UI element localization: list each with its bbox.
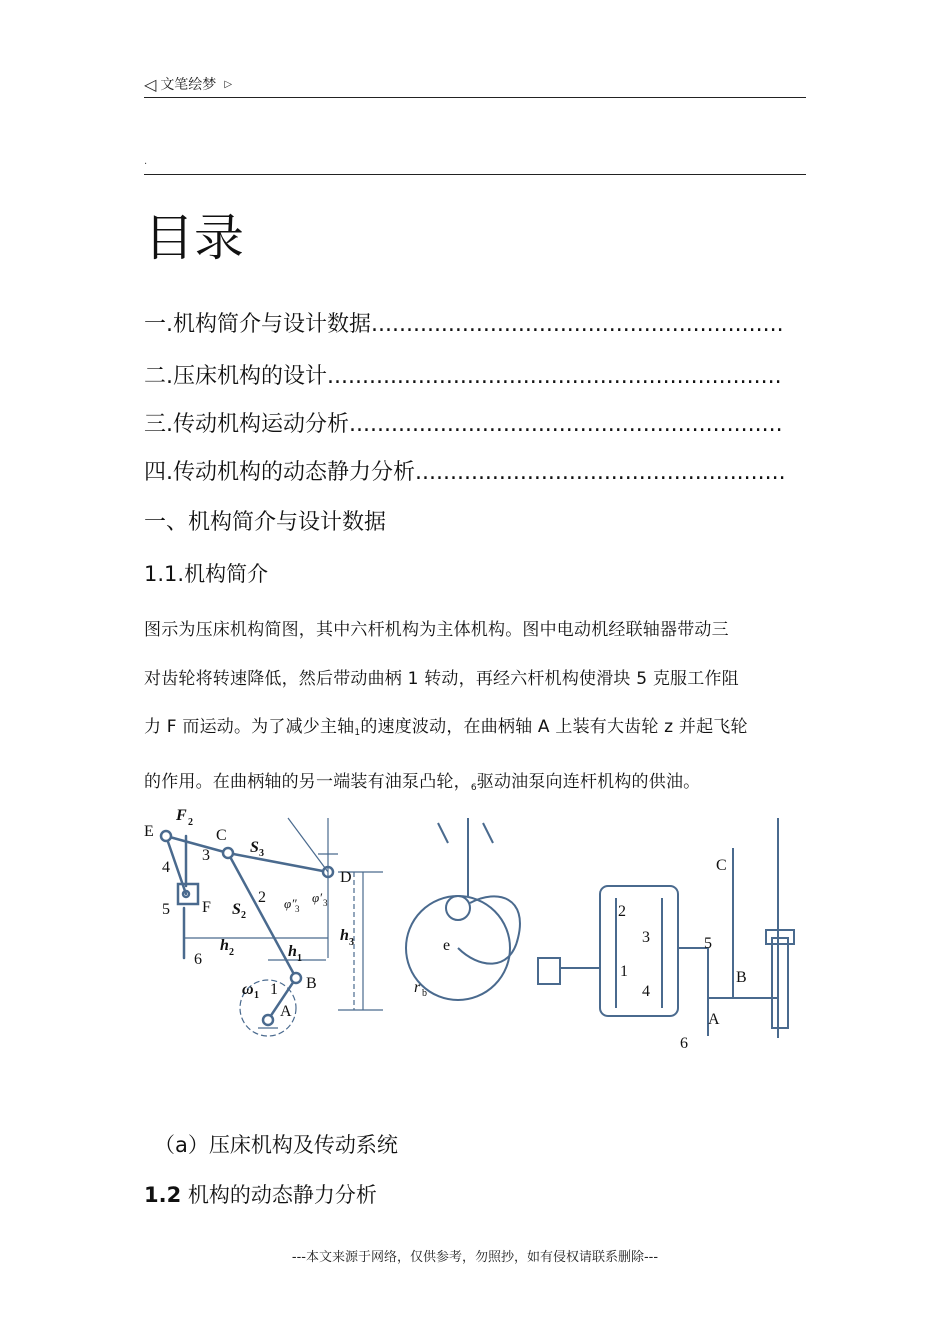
- label-h1-sub: 1: [297, 953, 302, 964]
- header-rule: [144, 97, 806, 98]
- section-heading-1: 一、机构简介与设计数据: [144, 510, 387, 535]
- figure-caption: （a）压床机构及传动系统: [154, 1133, 398, 1157]
- toc-entry-4[interactable]: [144, 458, 786, 488]
- label-S2: S: [232, 901, 241, 918]
- header-text: 文笔绘梦: [160, 77, 217, 93]
- section-heading-1-1: 1.1.机构简介: [144, 562, 269, 586]
- label-gear-4: 4: [642, 983, 650, 1000]
- paragraph-line-4: 的作用。在曲柄轴的另一端装有油泵凸轮，$_6$驱动油泵向连杆机构的供油。: [144, 771, 701, 793]
- label-h1: h: [288, 943, 297, 960]
- label-phi3pp: φ″: [284, 896, 297, 911]
- toc-entry-label: 二.压床机构的设计: [144, 364, 327, 389]
- label-6: 6: [194, 951, 202, 968]
- label-B: B: [306, 975, 317, 992]
- label-e: e: [443, 937, 451, 954]
- subscript: 1: [354, 728, 361, 738]
- toc-entry-3[interactable]: [144, 410, 783, 440]
- left-triangle-icon: ◁: [144, 74, 157, 94]
- label-rb: r: [414, 979, 421, 996]
- toc-entry-1[interactable]: [144, 310, 784, 340]
- label-gear-A: A: [708, 1011, 720, 1028]
- label-h3: h: [340, 927, 349, 944]
- label-h2-sub: 2: [229, 947, 234, 958]
- label-gear-C: C: [716, 857, 727, 874]
- label-S3: S: [250, 839, 259, 856]
- title-rule: [144, 174, 806, 175]
- paragraph-line-2: 对齿轮将转速降低，然后带动曲柄 1 转动，再经六杆机构使滑块 5 克服工作阻: [144, 668, 739, 689]
- label-h2: h: [220, 937, 229, 954]
- label-omega1-sub: 1: [254, 990, 259, 1001]
- dot-marker: .: [144, 156, 148, 167]
- toc-entry-leader: .....................................................: [415, 460, 786, 485]
- label-4: 4: [162, 859, 170, 876]
- label-gear-3: 3: [642, 929, 650, 946]
- label-gear-2: 2: [618, 903, 626, 920]
- label-gear-5: 5: [704, 935, 712, 952]
- label-h3-sub: 3: [349, 937, 354, 948]
- toc-entry-label: 三.传动机构运动分析: [144, 412, 349, 437]
- label-gear-B: B: [736, 969, 747, 986]
- label-gear-6: 6: [680, 1035, 688, 1052]
- toc-entry-label: 四.传动机构的动态静力分析: [144, 460, 415, 485]
- page-title: 目录: [144, 209, 244, 267]
- label-rb-sub: b: [422, 988, 427, 999]
- label-F: F: [202, 899, 211, 916]
- label-D: D: [340, 869, 352, 886]
- right-triangle-icon: ▷: [224, 78, 233, 90]
- label-gear-1: 1: [620, 963, 628, 980]
- toc-entry-2[interactable]: [144, 362, 782, 392]
- label-F2: F: [176, 807, 187, 824]
- label-phi3pp-sub: 3: [295, 904, 300, 914]
- toc-entry-label: 一.机构简介与设计数据: [144, 312, 371, 337]
- label-C: C: [216, 827, 227, 844]
- section-title: 机构的动态静力分析: [181, 1183, 377, 1207]
- label-1: 1: [270, 981, 278, 998]
- intro-paragraph: [144, 606, 812, 812]
- label-A: A: [280, 1003, 292, 1020]
- gearbox: [538, 818, 794, 1038]
- label-S3-sub: 3: [259, 848, 264, 859]
- section-heading-1-2: [144, 1180, 377, 1210]
- subscript: 6: [470, 782, 477, 793]
- page-header: [144, 74, 232, 94]
- label-E: E: [144, 823, 154, 840]
- section-number: 1.2: [144, 1183, 182, 1207]
- label-2: 2: [258, 889, 266, 906]
- toc-entry-leader: ..............................................................: [349, 412, 783, 437]
- paragraph-line-1: 图示为压床机构简图，其中六杆机构为主体机构。图中电动机经联轴器带动三: [144, 620, 729, 640]
- toc-entry-leader: ...........................................................: [371, 312, 784, 337]
- label-5: 5: [162, 901, 170, 918]
- press-mechanism-figure: [138, 798, 812, 1058]
- paragraph-line-3: 力 F 而运动。为了减少主轴$_1$的速度波动，在曲柄轴 A 上装有大齿轮 z 并起飞轮: [144, 717, 748, 738]
- toc-entry-leader: .................................................................: [327, 364, 782, 389]
- page-footer: ---本文来源于网络，仅供参考，勿照抄，如有侵权请联系删除---: [291, 1250, 659, 1265]
- label-phi3p-sub: 3: [323, 898, 328, 908]
- label-S2-sub: 2: [241, 910, 246, 921]
- cam-mechanism: [406, 818, 520, 1000]
- label-F2-sub: 2: [188, 817, 193, 828]
- label-3: 3: [202, 847, 210, 864]
- label-phi3p: φ′: [312, 890, 323, 905]
- label-omega1: ω: [242, 981, 254, 998]
